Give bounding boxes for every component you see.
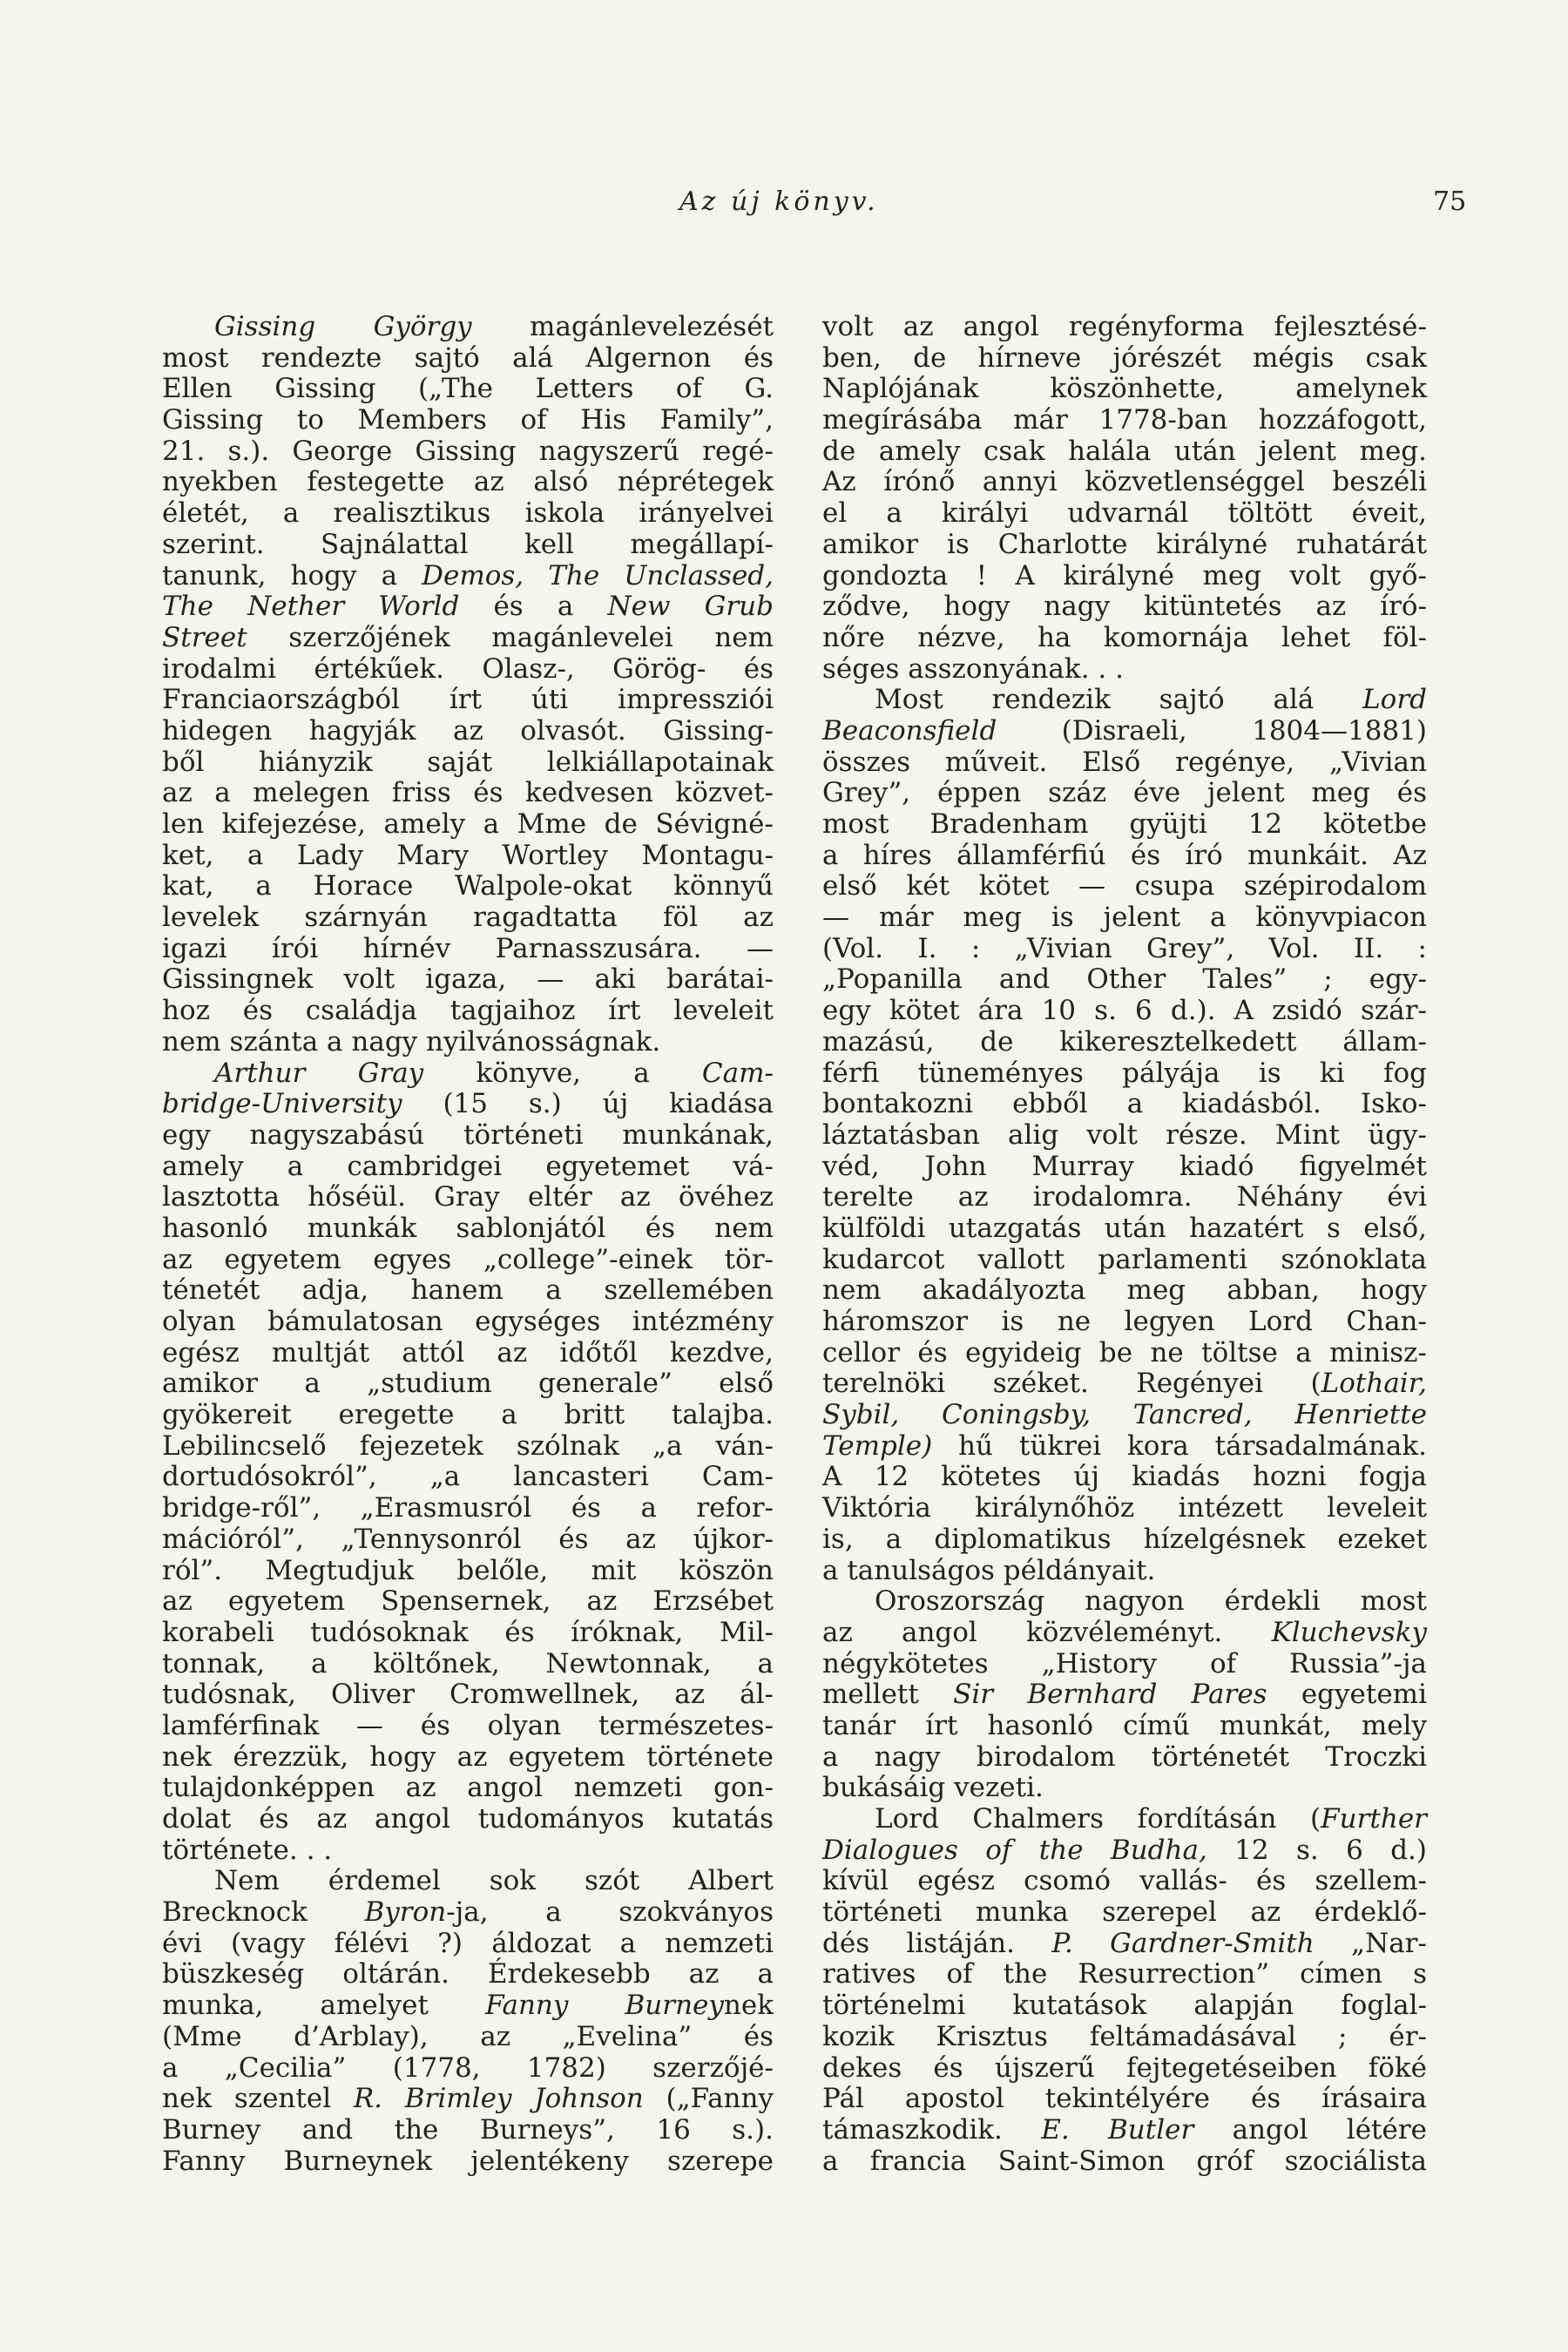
right-column bbox=[822, 312, 1427, 2177]
text: férfi tüneményes pályája is ki fog bbox=[822, 1057, 1427, 1089]
text-line bbox=[822, 1120, 1427, 1152]
text-line bbox=[162, 1835, 774, 1867]
text-line bbox=[162, 2115, 774, 2146]
text: kudarcot vallott parlamenti szónoklata bbox=[822, 1243, 1427, 1275]
text-line bbox=[162, 1213, 774, 1245]
text-line bbox=[822, 1275, 1427, 1307]
text: olyan bámulatosan egységes intézmény bbox=[162, 1306, 774, 1337]
text: könyve, a bbox=[423, 1057, 702, 1089]
text-line bbox=[822, 1866, 1427, 1897]
text-line bbox=[162, 561, 774, 592]
text-line bbox=[162, 1556, 774, 1587]
text-line bbox=[162, 1027, 774, 1058]
text: lasztotta hőséül. Gray eltér az övéhez bbox=[162, 1181, 774, 1213]
text: kívül egész csomó vallás- és szellem- bbox=[822, 1865, 1427, 1897]
text-line bbox=[822, 1959, 1427, 1990]
text: de amely csak halála után jelent meg. bbox=[822, 435, 1427, 467]
text: a tanulságos példányait. bbox=[822, 1554, 1156, 1586]
text: („Fanny bbox=[643, 2083, 774, 2115]
italic-text: Arthur Gray bbox=[214, 1057, 424, 1089]
text-line bbox=[162, 374, 774, 405]
text: tulajdonképpen az angol nemzeti gon- bbox=[162, 1772, 774, 1804]
text-line bbox=[822, 436, 1427, 468]
text-line bbox=[162, 1120, 774, 1152]
paragraph bbox=[162, 1866, 774, 2177]
paragraph bbox=[822, 312, 1427, 685]
text: terelte az irodalomra. Néhány évi bbox=[822, 1181, 1427, 1213]
text-line bbox=[822, 1804, 1427, 1835]
text-line bbox=[822, 1556, 1427, 1587]
text: ződve, hogy nagy kitüntetés az író- bbox=[822, 591, 1427, 623]
text: egész multját attól az időtől kezdve, bbox=[162, 1336, 774, 1369]
italic-text: E. Butler bbox=[1041, 2113, 1194, 2146]
text: Pál apostol tekintélyére és írásaira bbox=[822, 2083, 1427, 2115]
text-line bbox=[822, 685, 1427, 716]
italic-text: Dialogues of the Budha, bbox=[822, 1834, 1207, 1866]
text-line bbox=[822, 405, 1427, 436]
paragraph bbox=[162, 1058, 774, 1867]
left-column bbox=[162, 312, 774, 2177]
text-line bbox=[822, 2115, 1427, 2146]
text: az egyetem Spensernek, az Erzsébet bbox=[162, 1585, 774, 1618]
text-line bbox=[162, 1649, 774, 1680]
text-line bbox=[162, 1462, 774, 1493]
text: igazi írói hírnév Parnasszusára. — bbox=[162, 932, 774, 964]
text: gondozta ! A királyné meg volt győ- bbox=[822, 559, 1427, 591]
text-line bbox=[162, 1804, 774, 1835]
text-line bbox=[822, 374, 1427, 405]
text: most rendezte sajtó alá Algernon és bbox=[162, 341, 774, 374]
text-line bbox=[162, 1742, 774, 1774]
text-line bbox=[162, 467, 774, 498]
text-line bbox=[162, 1275, 774, 1307]
text: (15 s.) új kiadása bbox=[402, 1088, 774, 1120]
italic-text: Street bbox=[162, 621, 247, 653]
text: nem szánta a nagy nyilvánosságnak. bbox=[162, 1025, 661, 1058]
text-line bbox=[822, 1400, 1427, 1431]
text: is, a diplomatikus hízelgésnek ezeket bbox=[822, 1523, 1427, 1555]
text-line bbox=[162, 312, 774, 343]
page-number: 75 bbox=[1433, 186, 1467, 217]
text: hű tükrei kora társadalmának. bbox=[932, 1429, 1427, 1462]
text-line bbox=[162, 902, 774, 934]
text-line bbox=[162, 654, 774, 686]
text: amikor a „studium generale” első bbox=[162, 1368, 774, 1400]
text-line bbox=[822, 654, 1427, 686]
text: amikor is Charlotte királyné ruhatárát bbox=[822, 528, 1427, 560]
italic-text: Further bbox=[1321, 1803, 1427, 1835]
text: első két kötet — csupa szépirodalom bbox=[822, 870, 1427, 902]
text-line bbox=[162, 1711, 774, 1742]
text-line bbox=[822, 716, 1427, 747]
text-line bbox=[822, 1524, 1427, 1556]
text: (Vol. I. : „Vivian Grey”, Vol. II. : bbox=[822, 932, 1427, 964]
text-line bbox=[822, 1213, 1427, 1245]
running-title: Az új könyv. bbox=[679, 186, 879, 217]
paragraph bbox=[822, 685, 1427, 1586]
text-line bbox=[162, 747, 774, 779]
text-line bbox=[822, 1586, 1427, 1618]
text-line bbox=[822, 1058, 1427, 1090]
text: cellor és egyideig be ne töltse a minisz- bbox=[822, 1336, 1427, 1369]
text: szerint. Sajnálattal kell megállapí- bbox=[162, 528, 774, 560]
text: nőre nézve, ha komornája lehet föl- bbox=[822, 621, 1427, 653]
text-line bbox=[822, 1493, 1427, 1524]
text-line bbox=[162, 1493, 774, 1524]
text: Franciaországból írt úti impressziói bbox=[162, 684, 774, 716]
text-line bbox=[822, 1897, 1427, 1929]
text: az egyetem egyes „college”-einek tör- bbox=[162, 1243, 774, 1275]
text: len kifejezése, amely a Mme de Sévigné- bbox=[162, 808, 774, 840]
text: (Disraeli, 1804—1881) bbox=[997, 714, 1427, 747]
text: nek bbox=[723, 1990, 774, 2022]
text-line bbox=[822, 871, 1427, 902]
text: évi (vagy félévi ?) áldozat a nemzeti bbox=[162, 1927, 774, 1959]
text-line bbox=[822, 530, 1427, 561]
text: történelmi kutatások alapján foglal- bbox=[822, 1990, 1427, 2022]
text: 12 s. 6 d.) bbox=[1206, 1834, 1427, 1866]
text-line bbox=[822, 1742, 1427, 1774]
text: Lebilincselő fejezetek szólnak „a ván- bbox=[162, 1429, 774, 1462]
text: — már meg is jelent a könyvpiacon bbox=[822, 902, 1427, 934]
text: bukásáig vezeti. bbox=[822, 1772, 1044, 1804]
text: a francia Saint-Simon gróf szociálista bbox=[822, 2145, 1427, 2177]
text: támaszkodik. bbox=[822, 2113, 1042, 2146]
text-line bbox=[162, 1773, 774, 1804]
text-line bbox=[162, 1618, 774, 1649]
text-line bbox=[162, 1929, 774, 1960]
italic-text: P. Gardner-Smith bbox=[1051, 1927, 1315, 1959]
text: ben, de hírneve jórészét mégis csak bbox=[822, 341, 1427, 374]
text-line bbox=[162, 841, 774, 872]
text: gyökereit eregette a britt talajba. bbox=[162, 1399, 774, 1431]
text-line bbox=[162, 1307, 774, 1338]
text: dés listáján. bbox=[822, 1927, 1052, 1959]
text-line bbox=[822, 1369, 1427, 1400]
text-line bbox=[162, 1959, 774, 1990]
text-line bbox=[162, 436, 774, 468]
text: munka, amelyet bbox=[162, 1990, 486, 2022]
text: egy kötet ára 10 s. 6 d.). A zsidó szár- bbox=[822, 995, 1427, 1027]
italic-text: Sir Bernhard Pares bbox=[953, 1679, 1267, 1711]
text: hidegen hagyják az olvasót. Gissing- bbox=[162, 714, 774, 747]
text-line bbox=[822, 467, 1427, 498]
text-line bbox=[162, 871, 774, 902]
text: magánlevelezését bbox=[471, 311, 774, 342]
text: Brecknock bbox=[162, 1896, 365, 1929]
text: megírásába már 1778-ban hozzáfogott, bbox=[822, 404, 1427, 436]
text-line bbox=[822, 1990, 1427, 2022]
text-line bbox=[162, 716, 774, 747]
text-line bbox=[162, 1338, 774, 1369]
text-line bbox=[822, 1462, 1427, 1493]
text-line bbox=[822, 623, 1427, 654]
text-line bbox=[822, 2022, 1427, 2053]
text: láztatásban alig volt része. Mint ügy- bbox=[822, 1119, 1427, 1151]
text-line bbox=[162, 1586, 774, 1618]
text-line bbox=[162, 1431, 774, 1463]
text-line bbox=[162, 2084, 774, 2115]
italic-text: Demos, The Unclassed, bbox=[422, 559, 774, 591]
text: Fanny Burneynek jelentékeny szerepe bbox=[162, 2145, 774, 2177]
italic-text: Kluchevsky bbox=[1271, 1616, 1427, 1648]
text-line bbox=[162, 1058, 774, 1090]
italic-text: Fanny Burney bbox=[485, 1990, 724, 2022]
text: egy nagyszabású történeti munkának, bbox=[162, 1119, 774, 1151]
text-line bbox=[162, 1524, 774, 1556]
paragraph bbox=[822, 1586, 1427, 1804]
text: Oroszország nagyon érdekli most bbox=[875, 1585, 1427, 1618]
text: összes műveit. Első regénye, „Vivian bbox=[822, 746, 1427, 778]
text-line bbox=[162, 1897, 774, 1929]
italic-text: Gissing György bbox=[214, 311, 472, 342]
text-line bbox=[822, 1245, 1427, 1276]
text: kat, a Horace Walpole-okat könnyű bbox=[162, 870, 774, 902]
text: Naplójának köszönhette, amelynek bbox=[822, 373, 1427, 405]
text: dortudósokról”, „a lancasteri Cam- bbox=[162, 1461, 774, 1493]
text: Most rendezik sajtó alá bbox=[875, 684, 1363, 716]
text: történeti munka szerepel az érdeklő- bbox=[822, 1896, 1427, 1929]
text: Lord Chalmers fordításán ( bbox=[875, 1803, 1321, 1835]
text-line bbox=[162, 1089, 774, 1120]
text-line bbox=[822, 1307, 1427, 1338]
text: a „Cecilia” (1778, 1782) szerzőjé- bbox=[162, 2051, 774, 2084]
text: mellett bbox=[822, 1679, 954, 1711]
text-line bbox=[162, 405, 774, 436]
text: levelek szárnyán ragadtatta föl az bbox=[162, 902, 774, 934]
italic-text: The Nether World bbox=[162, 591, 460, 623]
italic-text: Temple) bbox=[822, 1429, 933, 1462]
text-line bbox=[822, 1338, 1427, 1369]
italic-text: Cam- bbox=[701, 1057, 774, 1089]
text: egyetemi bbox=[1267, 1679, 1427, 1711]
text-line bbox=[822, 1773, 1427, 1804]
text: Burney and the Burneys”, 16 s.). bbox=[162, 2113, 774, 2146]
text: Gissingnek volt igaza, — aki barátai- bbox=[162, 963, 774, 996]
text: kozik Krisztus feltámadásával ; ér- bbox=[822, 2020, 1427, 2052]
text: nek érezzük, hogy az egyetem története bbox=[162, 1740, 774, 1773]
text: Grey”, éppen száz éve jelent meg és bbox=[822, 777, 1427, 809]
text: a nagy birodalom történetét Troczki bbox=[822, 1740, 1427, 1773]
text: és a bbox=[459, 591, 608, 623]
text-line bbox=[822, 561, 1427, 592]
paragraph bbox=[822, 1804, 1427, 2177]
text-line bbox=[822, 498, 1427, 530]
text: ket, a Lady Mary Wortley Montagu- bbox=[162, 839, 774, 871]
text: (Mme d’Arblay), az „Evelina” és bbox=[162, 2020, 774, 2052]
text-line bbox=[162, 530, 774, 561]
text: négykötetes „History of Russia”-ja bbox=[822, 1647, 1427, 1680]
text-line bbox=[822, 809, 1427, 841]
text-line bbox=[162, 2022, 774, 2053]
text: az angol közvéleményt. bbox=[822, 1616, 1272, 1648]
text-line bbox=[822, 2084, 1427, 2115]
text: ből hiányzik saját lelkiállapotainak bbox=[162, 746, 774, 778]
text: szerzőjének magánlevelei nem bbox=[247, 621, 774, 653]
text-line bbox=[162, 1245, 774, 1276]
text-line bbox=[822, 1711, 1427, 1742]
text: dolat és az angol tudományos kutatás bbox=[162, 1803, 774, 1835]
text-line bbox=[822, 312, 1427, 343]
text-line bbox=[822, 2053, 1427, 2085]
text-line bbox=[162, 1369, 774, 1400]
text: A 12 kötetes új kiadás hozni fogja bbox=[822, 1461, 1427, 1493]
text: büszkeség oltárán. Érdekesebb az a bbox=[162, 1958, 774, 1990]
text: volt az angol regényforma fejlesztésé- bbox=[822, 311, 1427, 342]
text-line bbox=[162, 996, 774, 1027]
text: tonnak, a költőnek, Newtonnak, a bbox=[162, 1647, 774, 1680]
text-line bbox=[162, 934, 774, 965]
text: nem akadályozta meg abban, hogy bbox=[822, 1274, 1427, 1307]
italic-text: Lothair, bbox=[1321, 1368, 1427, 1400]
text-line bbox=[822, 1431, 1427, 1463]
text-line bbox=[162, 2146, 774, 2178]
text: nyekben festegette az alsó néprétegek bbox=[162, 466, 774, 498]
text-line bbox=[162, 1400, 774, 1431]
text-line bbox=[162, 343, 774, 375]
text: tanár írt hasonló című munkát, mely bbox=[822, 1709, 1427, 1741]
text-line bbox=[162, 778, 774, 809]
text-line bbox=[822, 1835, 1427, 1867]
text-line bbox=[162, 1680, 774, 1711]
text: életét, a realisztikus iskola irányelvei bbox=[162, 497, 774, 530]
text: hoz és családja tagjaihoz írt leveleit bbox=[162, 995, 774, 1027]
text: „Popanilla and Other Tales” ; egy- bbox=[822, 963, 1427, 996]
text-line bbox=[822, 996, 1427, 1027]
text-line bbox=[822, 1152, 1427, 1183]
text-line bbox=[822, 964, 1427, 996]
text: most Bradenham gyüjti 12 kötetbe bbox=[822, 808, 1427, 840]
text-line bbox=[822, 2146, 1427, 2178]
text-line bbox=[822, 1649, 1427, 1680]
text: el a királyi udvarnál töltött éveit, bbox=[822, 497, 1427, 530]
text: Ellen Gissing („The Letters of G. bbox=[162, 373, 774, 405]
text: „Nar- bbox=[1314, 1927, 1427, 1959]
text-line bbox=[162, 498, 774, 530]
text-line bbox=[162, 809, 774, 841]
text: séges asszonyának. . . bbox=[822, 652, 1124, 685]
text: külföldi utazgatás után hazatért s első, bbox=[822, 1212, 1427, 1244]
text: korabeli tudósoknak és íróknak, Mil- bbox=[162, 1616, 774, 1648]
text: irodalmi értékűek. Olasz-, Görög- és bbox=[162, 652, 774, 685]
text: mációról”, „Tennysonról és az újkor- bbox=[162, 1523, 774, 1555]
text: hasonló munkák sablonjától és nem bbox=[162, 1212, 774, 1244]
text-line bbox=[822, 934, 1427, 965]
italic-text: bridge-University bbox=[162, 1088, 402, 1120]
text: háromszor is ne legyen Lord Chan- bbox=[822, 1306, 1427, 1337]
text-line bbox=[162, 964, 774, 996]
italic-text: Lord bbox=[1362, 684, 1427, 716]
text-line bbox=[822, 1089, 1427, 1120]
text: Az írónő annyi közvetlenséggel beszéli bbox=[822, 466, 1427, 498]
text-line bbox=[822, 747, 1427, 779]
text: Nem érdemel sok szót Albert bbox=[214, 1865, 774, 1897]
italic-text: Sybil, Coningsby, Tancred, Henriette bbox=[822, 1399, 1427, 1431]
text: Gissing to Members of His Family”, bbox=[162, 404, 774, 436]
italic-text: Byron bbox=[364, 1896, 447, 1929]
text-line bbox=[822, 1182, 1427, 1213]
text-line bbox=[822, 841, 1427, 872]
italic-text: New Grub bbox=[607, 591, 774, 623]
text-line bbox=[162, 685, 774, 716]
text: ratives of the Resurrection” címen s bbox=[822, 1958, 1427, 1990]
text-line bbox=[822, 1929, 1427, 1960]
text-line bbox=[822, 902, 1427, 934]
text: Viktória királynőhöz intézett leveleit bbox=[822, 1492, 1427, 1524]
text-line bbox=[822, 1027, 1427, 1058]
text-line bbox=[162, 591, 774, 623]
text: amely a cambridgei egyetemet vá- bbox=[162, 1150, 774, 1182]
text-line bbox=[162, 1182, 774, 1213]
text: terelnöki széket. Regényei ( bbox=[822, 1368, 1321, 1400]
text-line bbox=[162, 623, 774, 654]
text-line bbox=[822, 1618, 1427, 1649]
text-line bbox=[162, 1866, 774, 1897]
italic-text: Beaconsfield bbox=[822, 714, 997, 747]
paragraph bbox=[162, 312, 774, 1058]
text-line bbox=[162, 1152, 774, 1183]
text: nek szentel bbox=[162, 2083, 354, 2115]
italic-text: R. Brimley Johnson bbox=[353, 2083, 644, 2115]
text: az a melegen friss és kedvesen közvet- bbox=[162, 777, 774, 809]
text: -ja, a szokványos bbox=[446, 1896, 774, 1929]
text: dekes és újszerű fejtegetéseiben föké bbox=[822, 2051, 1427, 2084]
text: lamférfinak — és olyan természetes- bbox=[162, 1709, 774, 1741]
text: bridge-ről”, „Erasmusról és a refor- bbox=[162, 1492, 774, 1524]
text: bontakozni ebből a kiadásból. Isko- bbox=[822, 1088, 1427, 1120]
text: ténetét adja, hanem a szellemében bbox=[162, 1274, 774, 1307]
text-line bbox=[822, 343, 1427, 375]
text-line bbox=[822, 778, 1427, 809]
text: a híres államférfiú és író munkáit. Az bbox=[822, 839, 1427, 871]
text: tanunk, hogy a bbox=[162, 559, 422, 591]
text: ról”. Megtudjuk belőle, mit köszön bbox=[162, 1554, 774, 1586]
text: véd, John Murray kiadó figyelmét bbox=[822, 1150, 1427, 1182]
text: története. . . bbox=[162, 1834, 333, 1866]
text: angol létére bbox=[1193, 2113, 1428, 2146]
text: tudósnak, Oliver Cromwellnek, az ál- bbox=[162, 1679, 774, 1711]
text: mazású, de kikeresztelkedett állam- bbox=[822, 1025, 1427, 1058]
text-line bbox=[822, 591, 1427, 623]
text-line bbox=[162, 1990, 774, 2022]
text: 21. s.). George Gissing nagyszerű regé- bbox=[162, 435, 774, 467]
text-line bbox=[162, 2053, 774, 2085]
text-line bbox=[822, 1680, 1427, 1711]
